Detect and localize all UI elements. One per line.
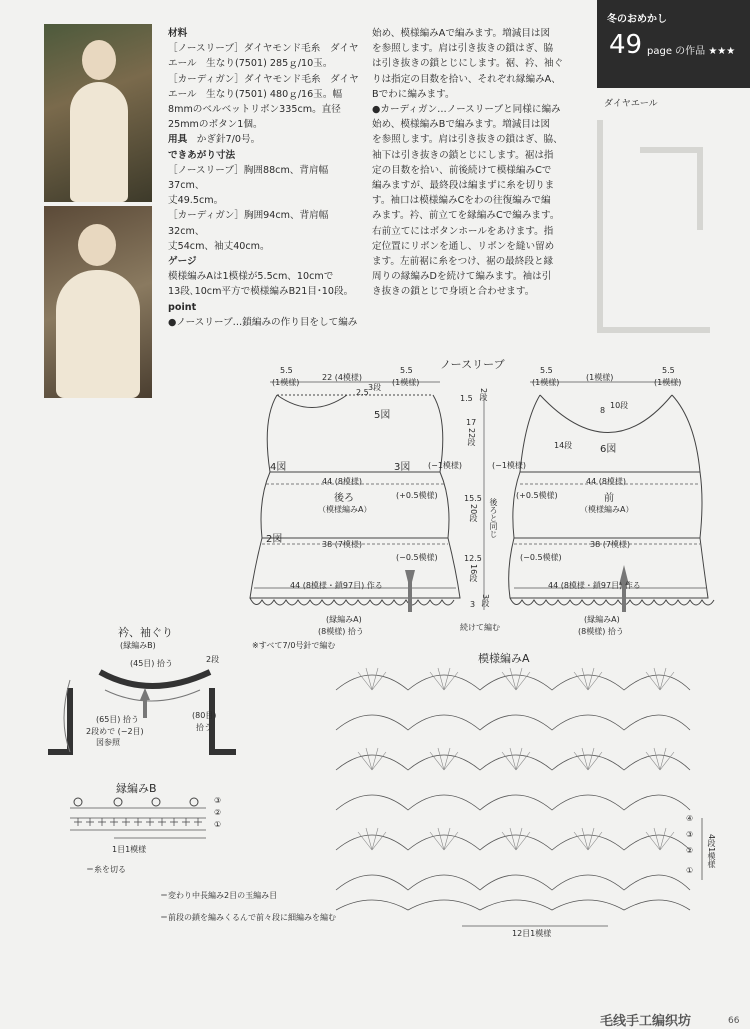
edgeb-stitch (74, 798, 82, 806)
back-bottom: 44 (8模様・鎖97目) 作る (290, 581, 383, 590)
center-v1: 1.5 (460, 394, 473, 403)
instruction-line: 周りの縁編みDを続けて編みます。袖は引 (372, 271, 552, 283)
materials-line: ［ノースリーブ］ダイヤモンド毛糸 ダイヤ (168, 43, 359, 55)
back-armhole (267, 395, 443, 472)
front-neck-a: 8 (600, 406, 606, 415)
patterna-side: 4段1模様 (707, 834, 716, 869)
back-pick: (8模様) 拾う (318, 627, 364, 636)
front-neck-b: 10段 (610, 401, 629, 410)
instruction-line: ます。左前裾に糸をつけ、裾の最終段と縁 (372, 256, 554, 268)
instruction-line: 定の目数を拾い、前後続けて模様編みCで (372, 164, 552, 176)
front-fig6: 6図 (600, 444, 617, 455)
center-v5: 3 (470, 600, 476, 609)
back-minus1: (−1模様) (428, 461, 463, 470)
all-needle-note: ※すべて7/0号針で編む (252, 641, 336, 650)
back-width38: 38 (7模様) (322, 540, 363, 549)
size-line: ［ノースリーブ］胸囲88cm、背肩幅37cm、 (168, 164, 329, 192)
back-edge-scallop (250, 598, 454, 605)
front-edge-scallop (510, 598, 714, 605)
collar-ref: 図参照 (96, 738, 120, 747)
materials-line: ［カーディガン］ダイヤモンド毛糸 ダイヤ (168, 73, 359, 85)
instruction-line: ●カーディガン…ノースリーブと同様に編み (372, 104, 561, 116)
edgeb-stitches (74, 798, 198, 806)
legend-cut: ＝糸を切る (86, 865, 126, 874)
size-line: 丈49.5cm。 (168, 195, 224, 207)
back-fig3: 3図 (394, 462, 411, 473)
collar-pick45: (45目) 拾う (130, 659, 173, 668)
tools-text: かぎ針7/0号。 (196, 134, 261, 146)
collar-ring: 2段めで (−2目) (86, 727, 144, 736)
materials-line: 25mmのボタン1個。 (168, 119, 263, 131)
back-minus05: (−0.5模様) (396, 553, 438, 562)
watermark: 毛线手工编织坊 (600, 1014, 692, 1029)
patterna-fan-row (336, 900, 690, 910)
edgeb-repeat: 1目1模様 (112, 845, 147, 854)
patterna-fan-row (336, 715, 690, 730)
back-neck-b: 3段 (368, 383, 382, 392)
patterna-chart (336, 675, 702, 926)
edgeb-row-3: ③ (214, 796, 222, 805)
patterna-fan-row (336, 875, 690, 890)
collar-pick65: (65目) 拾う (96, 715, 139, 724)
patterna-repeat: 12目1模様 (512, 929, 552, 938)
back-width44: 44 (8模様) (322, 477, 363, 486)
instruction-line: 編みますが、最終段は編まずに糸を切りま (372, 180, 555, 192)
back-stitch: （模様編みA） (318, 505, 372, 514)
back-neck (277, 395, 347, 408)
collar-sub: (縁編みB) (120, 641, 156, 650)
back-top-right: 5.5 (400, 366, 413, 375)
front-neck-c: 14段 (554, 441, 573, 450)
center-v4: 12.5 (464, 554, 482, 563)
gauge-line: 13段､10cm平方で模様編みB21目･10段。 (168, 286, 354, 298)
yarn-subtitle: ダイヤエール (604, 99, 658, 109)
point-line: ●ノースリーブ…鎖編みの作り目をして編み (168, 316, 358, 328)
center-join: 続けて編む (460, 623, 500, 632)
back-top-right-sub: (1模様) (392, 378, 420, 387)
instruction-line: き抜きの鎖とじで身頃と合わせます。 (372, 286, 535, 298)
center-v2s: 22段 (467, 428, 476, 447)
instruction-line: Bでわに編みます。 (372, 88, 455, 100)
edgeb-stitch (152, 798, 160, 806)
gauge-line: 模様編みAは1模様が5.5cm、10cmで (168, 271, 334, 283)
patterna-title: 模様編みA (478, 652, 530, 665)
materials-line: エール 生なり(7501) 480ｇ/16玉。幅 (168, 88, 343, 100)
instruction-line: 定位置にリボンを通し、リボンを縫い留め (372, 240, 555, 252)
instruction-line: 袖下は引き抜きの鎖とじにします。裾は指 (372, 149, 554, 161)
back-top-left-sub: (1模様) (272, 378, 300, 387)
patterna-fan-rays (358, 668, 674, 690)
edgeb-title: 縁編みB (116, 782, 157, 795)
instruction-line: みます。衿、前立てを縁編みCで編みます。 (372, 210, 560, 222)
front-edge: (縁編みA) (584, 615, 620, 624)
front-width44: 44 (8模様) (586, 477, 627, 486)
diagram-title: ノースリーブ (440, 358, 505, 371)
front-same: 後ろと同じ (489, 498, 498, 538)
patterna-row-4: ④ (686, 814, 694, 823)
center-v5s: 3段 (481, 594, 490, 608)
materials-line: 8mmのベルベットリボン335cm。直径 (168, 104, 341, 116)
instruction-line: 始め、模様編みAで編みます。増減目は図 (372, 28, 551, 39)
center-v3: 15.5 (464, 494, 482, 503)
back-fig5: 5図 (374, 410, 391, 421)
front-top-left-sub: (1模様) (532, 378, 560, 387)
size-line: ［カーディガン］胸囲94cm、背肩幅32cm、 (168, 210, 329, 237)
footer-page-number: 66 (728, 1016, 740, 1026)
legend-bobble: ＝変わり中長編み2目の玉編み目 (160, 891, 278, 900)
front-bottom: 44 (8模様・鎖97目) 作る (548, 581, 641, 590)
patterna-fan-rays (358, 828, 674, 850)
front-plus05: (+0.5模様) (516, 491, 558, 500)
collar-pick80b: 拾う (196, 723, 212, 732)
edgeb-row-1: ① (214, 820, 222, 829)
instruction-line: りは指定の目数を拾い、それぞれ縁編みA、 (372, 73, 561, 85)
back-top-left: 5.5 (280, 366, 293, 375)
center-v1s: 2段 (479, 388, 488, 402)
front-width38: 38 (7模様) (590, 540, 631, 549)
collar-rows2: 2段 (206, 655, 220, 664)
front-top-left: 5.5 (540, 366, 553, 375)
collar-pick80: (80目) (192, 711, 217, 720)
instruction-line: 右前立てにはボタンホールをあけます。指 (372, 225, 554, 237)
front-stitch: （模様編みA） (580, 505, 634, 514)
front-pick: (8模様) 拾う (578, 627, 624, 636)
front-top-right: 5.5 (662, 366, 675, 375)
front-minus1: (−1模様) (492, 461, 527, 470)
patterna-fan-row (336, 755, 690, 770)
point-heading: point (168, 301, 197, 313)
collar-neck-band (100, 672, 210, 686)
patterna-rays (358, 668, 674, 850)
center-v3s: 20段 (469, 504, 478, 523)
patterna-row-1: ① (686, 866, 694, 875)
front-top-right-sub: (1模様) (654, 378, 682, 387)
back-fig4: 4図 (270, 462, 287, 473)
back-top-mid: 22 (4模様) (322, 373, 363, 382)
series-title: 冬のおめかし (607, 14, 667, 25)
collar-inner-line (105, 690, 200, 701)
patterna-row-3: ③ (686, 830, 694, 839)
front-name: 前 (604, 493, 614, 504)
edgeb-crosses (74, 818, 202, 826)
size-line: 丈54cm、袖丈40cm。 (168, 240, 270, 252)
back-up-arrow-shaft (408, 572, 412, 612)
tools-heading: 用具 (168, 134, 188, 146)
back-neck-a: 2.5 (356, 388, 369, 397)
front-neck (540, 395, 672, 433)
collar-title: 衿、袖ぐり (118, 626, 173, 639)
front-minus05: (−0.5模様) (520, 553, 562, 562)
instruction-line: を参照します。肩は引き抜きの鎖はぎ、脇 (372, 43, 554, 55)
patterna-fan-row (336, 795, 690, 810)
instruction-line: す。袖口は模様編みCをわの往復編みで編 (372, 195, 551, 207)
edgeb-stitch (190, 798, 198, 806)
center-v4s: 16段 (469, 564, 478, 583)
materials-heading: 材料 (168, 28, 188, 39)
patterna-row-2: ② (686, 846, 694, 855)
faint-outline (640, 150, 700, 230)
back-fig2: 2図 (266, 534, 283, 545)
back-plus05: (+0.5模様) (396, 491, 438, 500)
legend-sc: ＝前段の鎖を編みくるんで前々段に細編みを編む (160, 913, 336, 922)
center-v2: 17 (466, 418, 477, 427)
edgeb-stitch (114, 798, 122, 806)
materials-line: エール 生なり(7501) 285ｇ/10玉。 (168, 58, 333, 70)
patterna-fan-row (336, 835, 690, 850)
page-number: 49 (609, 30, 643, 60)
back-name: 後ろ (334, 493, 354, 504)
page-suffix: page の作品 ★★★ (647, 46, 736, 57)
collar-arrow-shaft (143, 700, 147, 718)
front-top-mid: (1模様) (586, 373, 614, 382)
collar-up-arrow (140, 688, 150, 700)
edgeb-row-2: ② (214, 808, 222, 817)
patterna-fan-row (336, 675, 690, 690)
size-heading: できあがり寸法 (168, 149, 236, 161)
instruction-line: を参照します。肩は引き抜きの鎖はぎ、脇、 (372, 134, 563, 146)
edgeb-single-crochet (74, 818, 202, 826)
patterna-fan-rays (358, 748, 674, 770)
instruction-line: は引き抜きの鎖とじにします。裾、衿、袖ぐ (372, 58, 564, 70)
gauge-heading: ゲージ (168, 256, 197, 268)
back-edge: (縁編みA) (326, 615, 362, 624)
instruction-line: 始め、模様編みBで編みます。増減目は図 (372, 119, 551, 131)
